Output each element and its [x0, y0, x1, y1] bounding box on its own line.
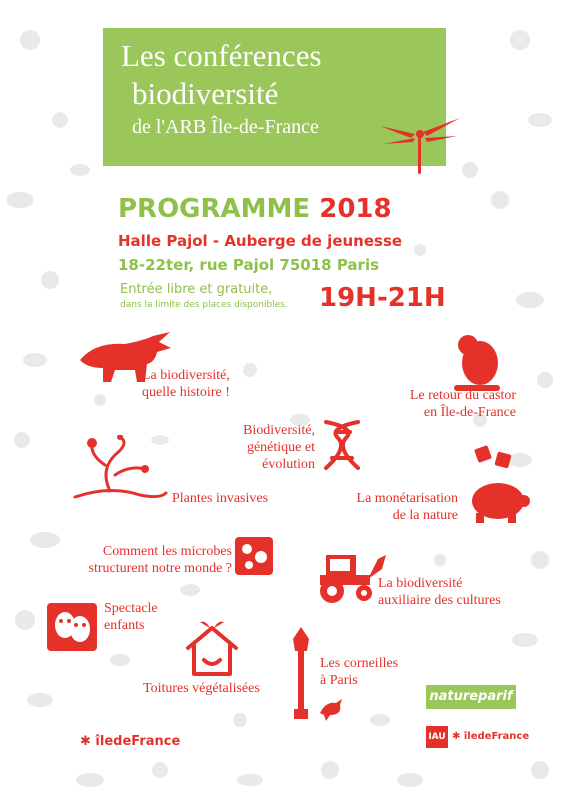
piggy-bank-icon	[462, 445, 532, 525]
address: 18-22ter, rue Pajol 75018 Paris	[118, 256, 380, 274]
venue: Halle Pajol - Auberge de jeunesse	[118, 232, 403, 250]
iledefrance-logo-left: ✱ îledeFrance	[80, 734, 181, 749]
topic-genetics: Biodiversité, génétique et évolution	[243, 423, 315, 472]
green-roof-house-icon	[182, 618, 242, 680]
dragonfly-icon	[375, 108, 465, 178]
topic-invasive-plants: Plantes invasives	[172, 491, 269, 506]
microbe-icon	[235, 537, 273, 575]
header-subtitle: de l'ARB Île-de-France	[132, 116, 319, 138]
invasive-plant-icon	[70, 435, 170, 505]
hours: 19H-21H	[319, 283, 446, 313]
theatre-masks-icon	[47, 603, 97, 651]
topic-green-roofs: Toitures végétalisées	[143, 681, 260, 696]
entry-limit: dans la limite des places disponibles.	[120, 300, 288, 310]
programme-title	[118, 194, 392, 224]
topic-show: Spectacle enfants	[104, 601, 158, 633]
topic-auxiliary: La biodiversité auxiliaire des cultures	[378, 576, 501, 608]
topic-monetisation: La monétarisation de la nature	[356, 491, 458, 523]
dna-icon	[318, 418, 368, 473]
iledefrance-logo-right: ✱ îledeFrance	[452, 731, 530, 742]
topic-beaver: Le retour du castor en Île-de-France	[409, 388, 516, 420]
street-lamp-icon	[288, 625, 314, 720]
crow-icon	[316, 693, 346, 723]
entry-info: Entrée libre et gratuite,	[120, 282, 273, 297]
beaver-icon	[450, 333, 505, 393]
topic-crows: Les corneilles à Paris	[320, 656, 399, 688]
programme-year: 2018	[319, 194, 392, 224]
topic-history: La biodiversité, quelle histoire !	[142, 368, 230, 400]
topic-microbes: Comment les microbes structurent notre monde ?	[88, 544, 232, 576]
header-title-line1: Les conférences	[121, 38, 322, 73]
natureparif-logo: natureparif	[426, 685, 516, 709]
tractor-icon	[312, 545, 387, 605]
header-title-line2: biodiversité	[132, 76, 279, 111]
iau-logo: IAU	[426, 726, 448, 748]
programme-word: PROGRAMME	[118, 194, 311, 224]
